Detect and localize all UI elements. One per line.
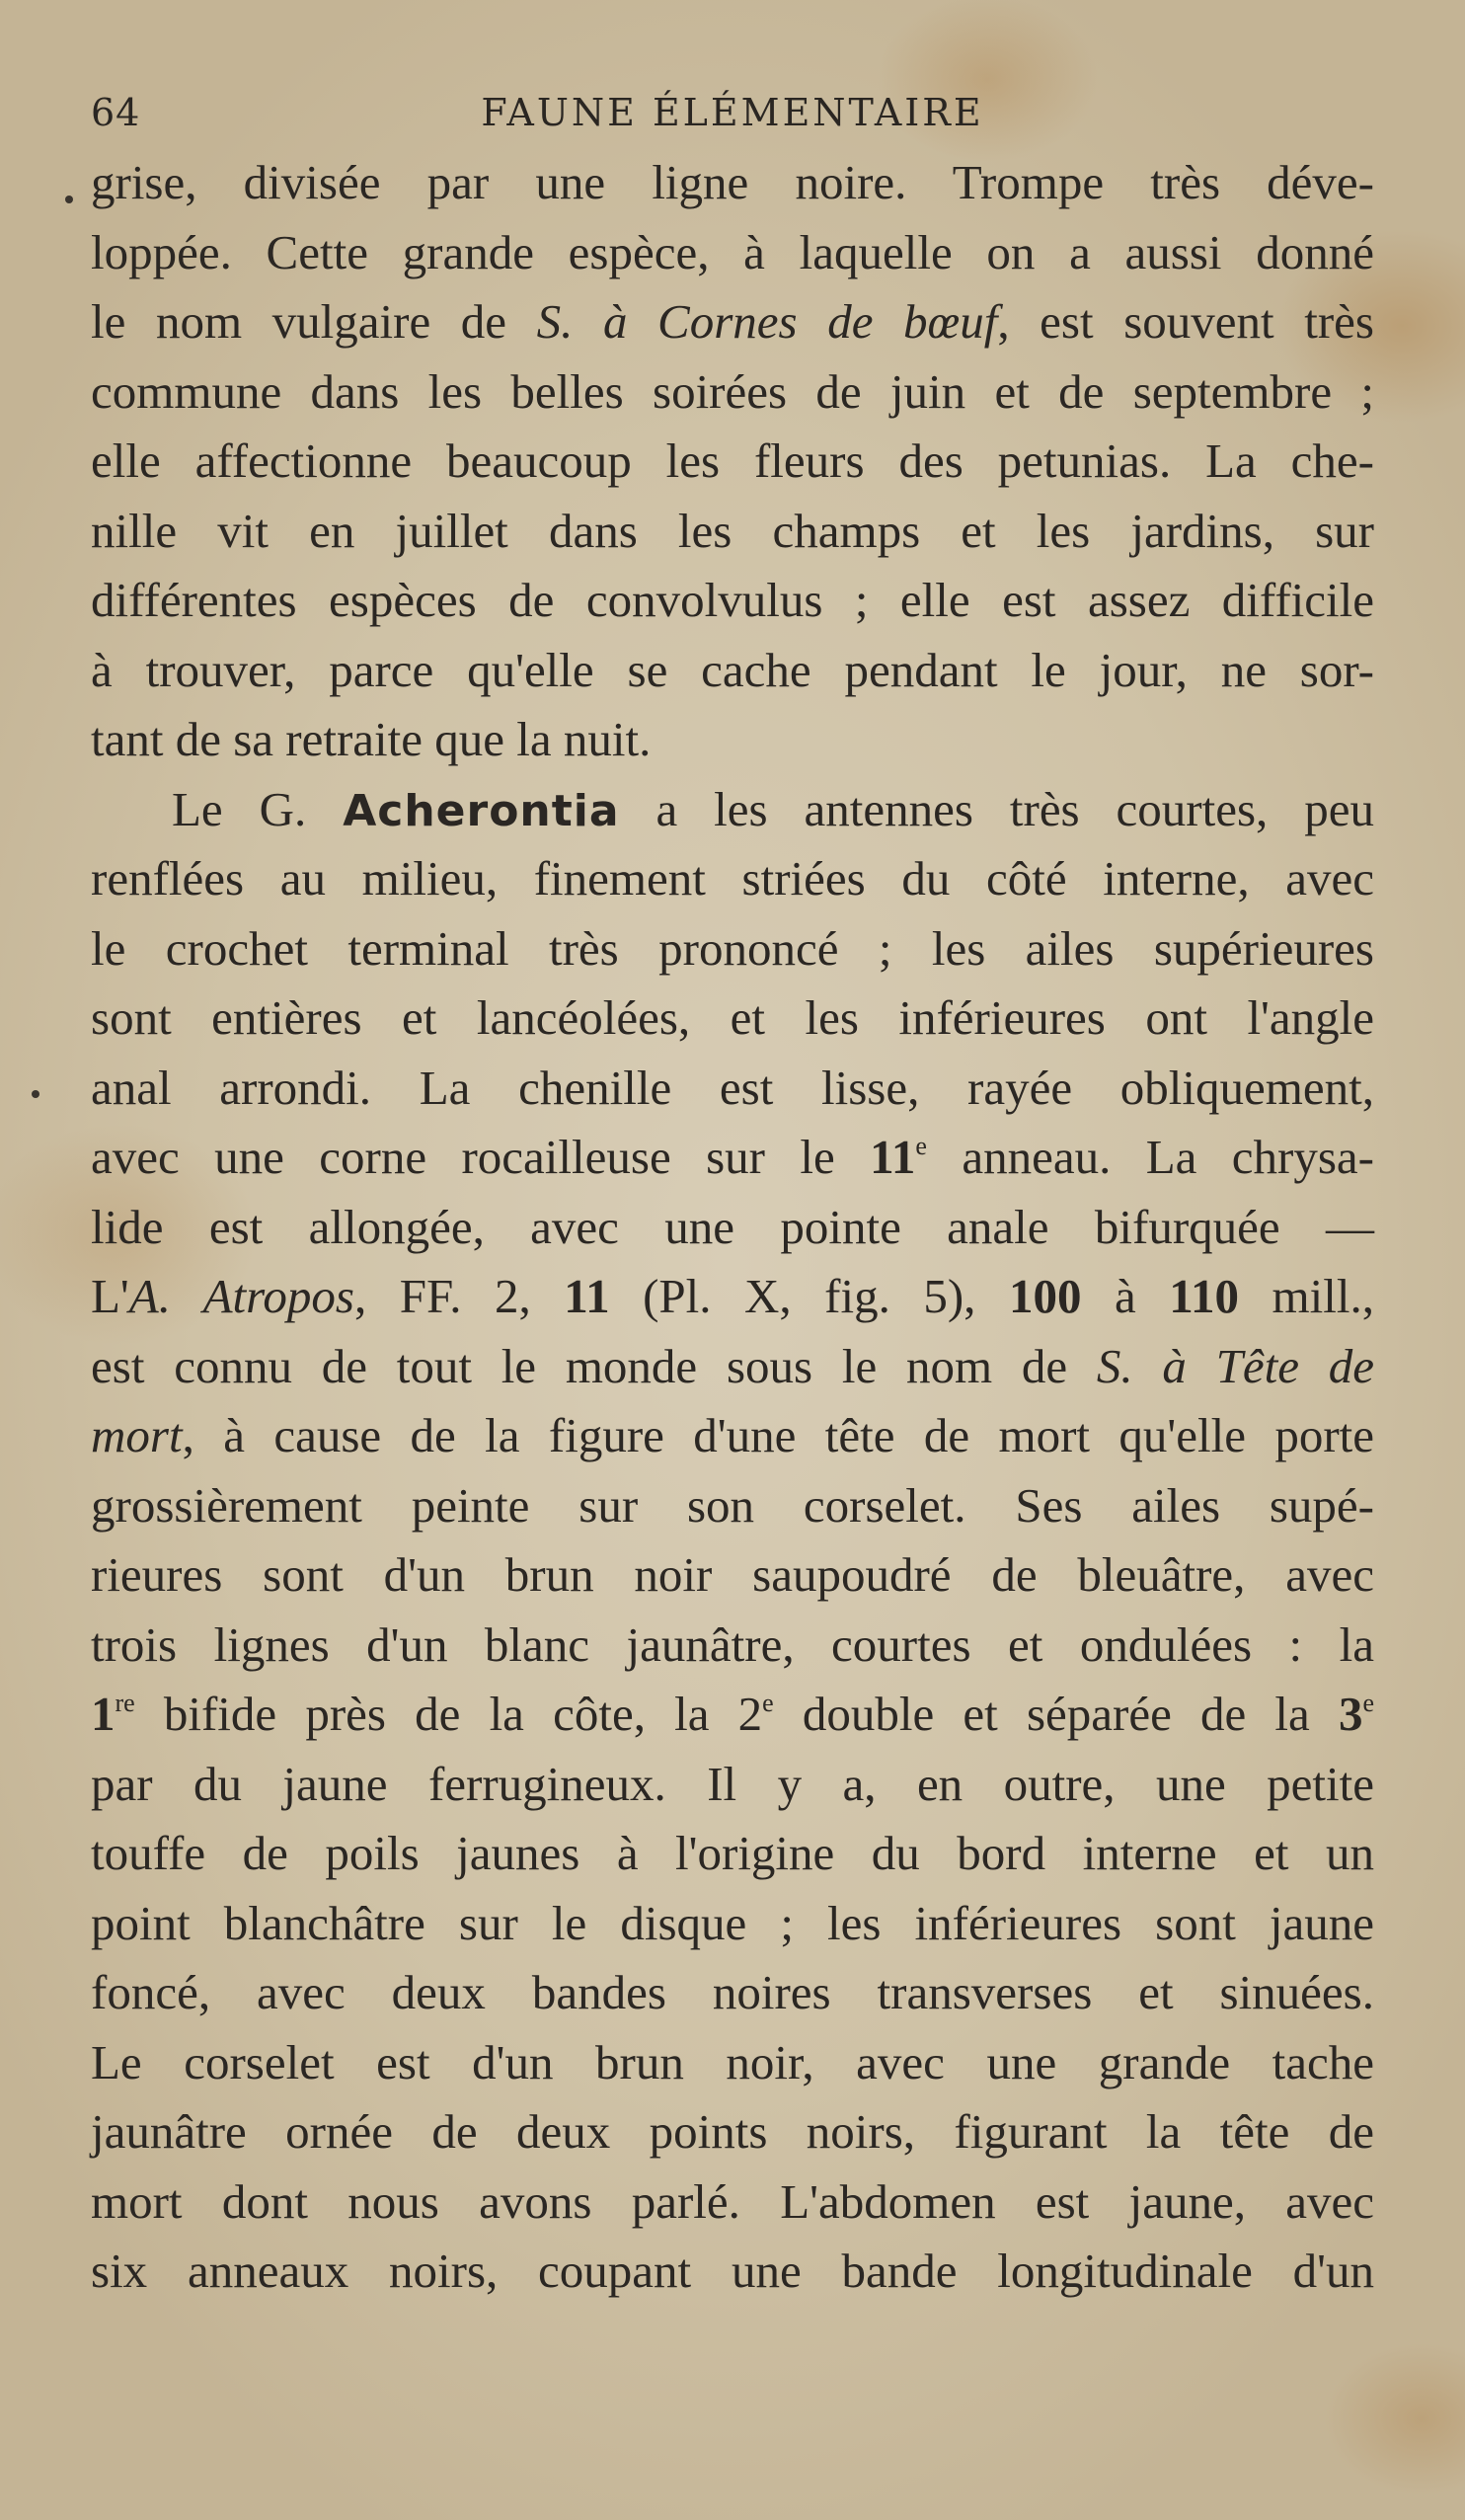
running-title: FAUNE ÉLÉMENTAIRE <box>481 91 984 134</box>
text-line: anal arrondi. La chenille est lisse, rayée obliquement, <box>91 1060 1374 1115</box>
text-line: nille vit en juillet dans les champs et les jardins, sur <box>91 503 1374 558</box>
text-line: avec une corne rocailleuse sur le 11e anneau. La chrysa- <box>91 1130 1374 1184</box>
text-line: grossièrement peinte sur son corselet. Ses ailes supé- <box>91 1477 1374 1533</box>
text-line: le nom vulgaire de S. à Cornes de bœuf, est souvent très <box>91 294 1374 349</box>
text-line: différentes espèces de convolvulus ; elle est assez difficile <box>91 573 1374 627</box>
text-line: point blanchâtre sur le disque ; les inférieures sont jaune <box>91 1895 1374 1950</box>
text-line: grise, divisée par une ligne noire. Trompe très déve- <box>91 155 1374 209</box>
text-line: à trouver, parce qu'elle se cache pendant le jour, ne sor- <box>91 642 1374 697</box>
text-line: jaunâtre ornée de deux points noirs, figurant la tête de <box>91 2104 1374 2159</box>
text-line: rieures sont d'un brun noir saupoudré de bleuâtre, avec <box>91 1547 1374 1602</box>
species-name: A. Atropos <box>128 1269 354 1323</box>
text-line: foncé, avec deux bandes noires transverses et sinuées. <box>91 1965 1374 2019</box>
common-name: S. à Tête de <box>1096 1338 1374 1393</box>
margin-speck <box>65 196 73 203</box>
text-line: lide est allongée, avec une pointe anale bifurquée — <box>91 1199 1374 1254</box>
text-line: trois lignes d'un blanc jaunâtre, courtes et ondulées : la <box>91 1616 1374 1672</box>
page-number: 64 <box>91 91 141 134</box>
text-line: mort dont nous avons parlé. L'abdomen est jaune, avec <box>91 2173 1374 2229</box>
paragraph-acherontia <box>91 775 1374 2307</box>
text-line: sont entières et lancéolées, et les inférieures ont l'angle <box>91 990 1374 1045</box>
text-line: Le corselet est d'un brun noir, avec une grande tache <box>91 2034 1374 2089</box>
genus-name: Acherontia <box>343 785 620 836</box>
margin-speck <box>32 1090 39 1098</box>
text-line: L'A. Atropos, FF. 2, 11 (Pl. X, fig. 5), 100 à 110 mill., <box>91 1269 1374 1323</box>
text-line: six anneaux noirs, coupant une bande longitudinale d'un <box>91 2244 1374 2298</box>
text-line: commune dans les belles soirées de juin et de septembre ; <box>91 363 1374 419</box>
text-line: tant de sa retraite que la nuit. <box>91 712 652 766</box>
text-line: Le G. Acherontia a les antennes très courtes, peu <box>172 781 1374 836</box>
body-text <box>91 148 1374 2307</box>
species-name: S. à Cornes de bœuf <box>536 294 998 349</box>
text-line: mort, à cause de la figure d'une tête de mort qu'elle porte <box>91 1408 1374 1462</box>
text-line: loppée. Cette grande espèce, à laquelle on a aussi donné <box>91 224 1374 279</box>
text-line: 1re bifide près de la côte, la 2e double et séparée de la 3e <box>91 1687 1375 1741</box>
text-line: touffe de poils jaunes à l'origine du bord interne et un <box>91 1826 1374 1880</box>
text-line: le crochet terminal très prononcé ; les ailes supérieures <box>91 920 1374 976</box>
text-line: elle affectionne beaucoup les fleurs des petunias. La che- <box>91 433 1374 488</box>
text-line: par du jaune ferrugineux. Il y a, en outre, une petite <box>91 1756 1374 1811</box>
page-header <box>0 83 1465 142</box>
text-line: est connu de tout le monde sous le nom de S. à Tête de <box>91 1338 1374 1393</box>
paragraph-sphinx-convolvuli <box>91 148 1374 775</box>
text-line: renflées au milieu, finement striées du côté interne, avec <box>91 851 1374 906</box>
